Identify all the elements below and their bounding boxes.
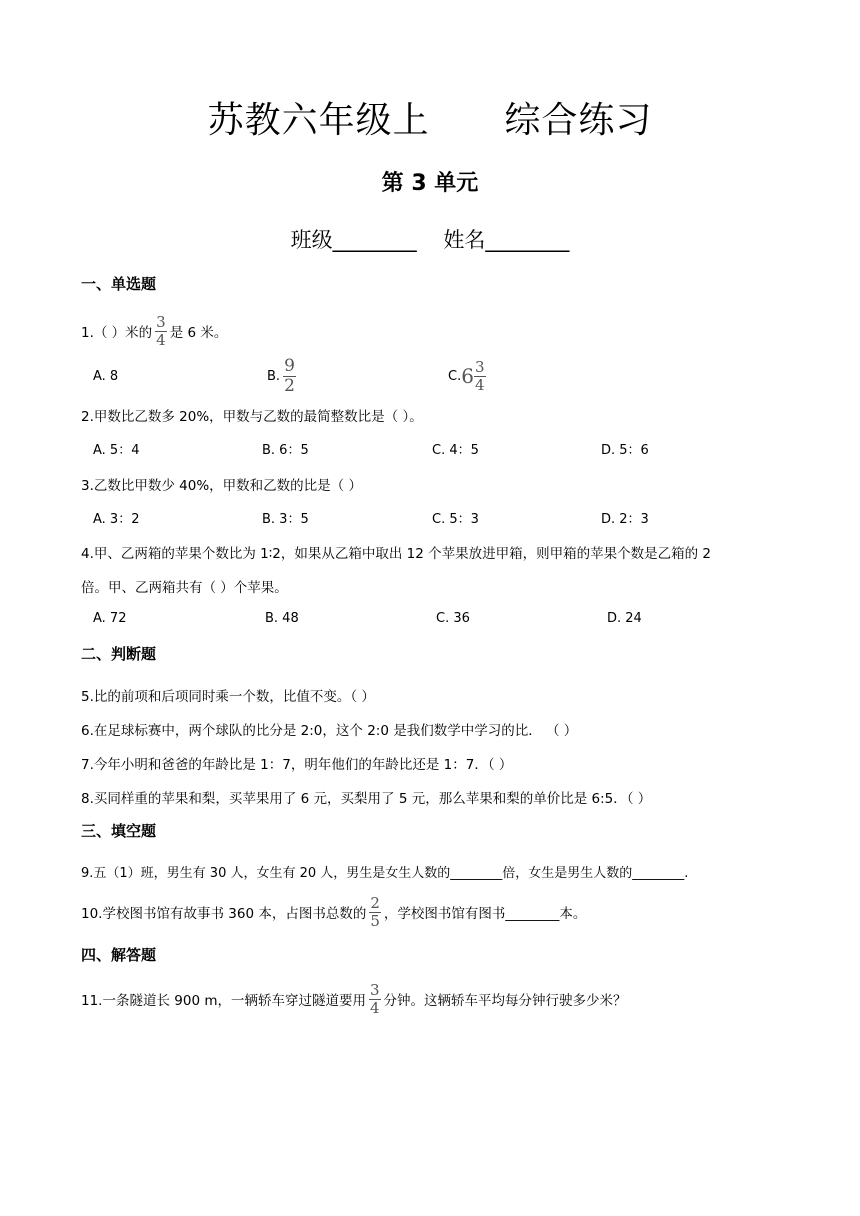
option-b[interactable]: B. 48 bbox=[265, 610, 299, 626]
question-1-pre: 1.（ ）米的 bbox=[81, 325, 153, 341]
question-2-options bbox=[93, 432, 793, 464]
option-c[interactable]: C. 36 bbox=[436, 610, 470, 626]
option-a[interactable]: A. 3：2 bbox=[93, 511, 140, 527]
question-2: 2.甲数比乙数多 20%，甲数与乙数的最简整数比是（ ）。 bbox=[81, 409, 423, 425]
question-10-pre: 10.学校图书馆有故事书 360 本，占图书总数的 bbox=[81, 906, 367, 922]
question-10-post: ，学校图书馆有图书________本。 bbox=[383, 906, 587, 922]
fraction-nine-halves: $\frac{9}{2}$ bbox=[284, 355, 295, 396]
question-4-options bbox=[93, 602, 793, 634]
question-11 bbox=[81, 980, 627, 1018]
option-b[interactable]: B. 6：5 bbox=[262, 442, 309, 458]
section-heading-fill-in: 三、填空题 bbox=[81, 822, 157, 840]
option-c[interactable]: C. 4：5 bbox=[432, 442, 479, 458]
question-11-pre: 11.一条隧道长 900 m，一辆轿车穿过隧道要用 bbox=[81, 993, 366, 1009]
section-heading-single-choice: 一、单选题 bbox=[81, 275, 157, 293]
page-title: 苏教六年级上 综合练习 bbox=[207, 100, 653, 141]
option-a[interactable]: A. 8 bbox=[93, 368, 119, 384]
question-5: 5.比的前项和后项同时乘一个数，比值不变。（ ） bbox=[81, 689, 375, 705]
fraction-three-quarters: $\frac{3}{4}$ bbox=[369, 980, 380, 1017]
option-d[interactable]: D. 2：3 bbox=[601, 511, 649, 527]
option-a[interactable]: A. 5：4 bbox=[93, 442, 140, 458]
option-b[interactable]: B. 3：5 bbox=[262, 511, 309, 527]
fraction-three-quarters: $\frac{3}{4}$ bbox=[156, 312, 166, 349]
question-3-options bbox=[93, 501, 793, 533]
option-d[interactable]: D. 5：6 bbox=[601, 442, 649, 458]
question-7: 7.今年小明和爸爸的年龄比是 1：7，明年他们的年龄比还是 1：7．（ ） bbox=[81, 757, 513, 773]
question-9: 9.五（1）班，男生有 30 人，女生有 20 人，男生是女生人数的________倍，女生是男生人数的________. bbox=[81, 866, 689, 881]
question-1 bbox=[81, 311, 227, 351]
question-3: 3.乙数比甲数少 40%，甲数和乙数的比是（ ） bbox=[81, 478, 362, 494]
question-6: 6.在足球标赛中，两个球队的比分是 2:0，这个 2:0 是我们数学中学习的比． （ ） bbox=[81, 723, 578, 739]
question-11-post: 分钟。这辆轿车平均每分钟行驶多少米？ bbox=[383, 993, 627, 1009]
fraction-three-quarters-mixed: $\frac{3}{4}$ bbox=[474, 357, 485, 394]
question-1-post: 是 6 米。 bbox=[169, 325, 228, 341]
section-heading-true-false: 二、判断题 bbox=[81, 645, 157, 663]
question-8: 8.买同样重的苹果和梨，买苹果用了 6 元，买梨用了 5 元，那么苹果和梨的单价比是 6:5．（ ） bbox=[81, 791, 652, 807]
option-b[interactable]: B. $\frac{9}{2}$ bbox=[267, 355, 295, 396]
option-c[interactable]: C. 5：3 bbox=[432, 511, 479, 527]
fraction-two-fifths: $\frac{2}{5}$ bbox=[370, 893, 380, 930]
unit-subtitle: 第 3 单元 bbox=[381, 171, 479, 196]
question-4-line-2: 倍。甲、乙两箱共有（ ）个苹果。 bbox=[81, 580, 288, 596]
question-1-options bbox=[93, 355, 793, 396]
option-d[interactable]: D. 24 bbox=[607, 610, 642, 626]
option-a[interactable]: A. 72 bbox=[93, 610, 127, 626]
mixed-number-whole: 6 bbox=[461, 364, 474, 388]
class-name-line: 班级________ 姓名________ bbox=[290, 228, 570, 252]
question-10 bbox=[81, 893, 586, 931]
section-heading-solve: 四、解答题 bbox=[81, 946, 157, 964]
option-c[interactable]: C. 6 $\frac{3}{4}$ bbox=[448, 357, 485, 394]
question-4-line-1: 4.甲、乙两箱的苹果个数比为 1∶2，如果从乙箱中取出 12 个苹果放进甲箱，则甲箱的苹果个数是乙箱的 2 bbox=[81, 546, 712, 562]
